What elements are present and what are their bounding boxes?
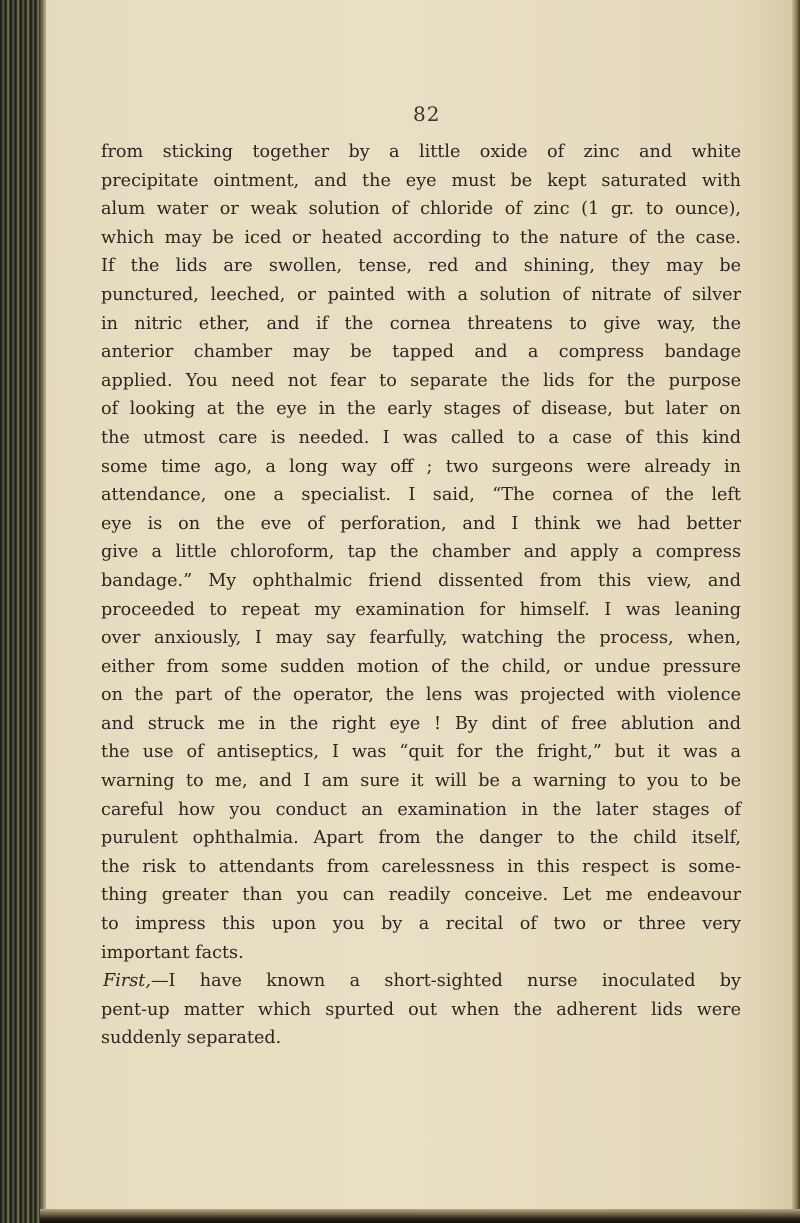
- text-line: either from some sudden motion of the child, or undue pressure: [101, 656, 741, 677]
- text-line: purulent ophthalmia. Apart from the danger to the child itself,: [101, 828, 741, 849]
- text-line: warning to me, and I am sure it will be a warning to you to be: [101, 771, 741, 792]
- first-label: First,: [103, 971, 151, 992]
- text-line: precipitate ointment, and the eye must be kept saturated with: [101, 170, 741, 191]
- first-point-line: [101, 967, 741, 996]
- text-line: give a little chloroform, tap the chamber and apply a compress: [101, 542, 741, 563]
- text-line: and struck me in the right eye ! By dint of free ablution and: [101, 713, 741, 734]
- body-text: [101, 138, 741, 1053]
- text-line: suddenly separated.: [101, 1028, 282, 1049]
- text-line: proceeded to repeat my examination for himself. I was leaning: [101, 599, 741, 620]
- text-line: on the part of the operator, the lens was projected with violence: [101, 685, 741, 706]
- text-line: the risk to attendants from carelessness in this respect is some-: [101, 856, 741, 877]
- text-line: the utmost care is needed. I was called to a case of this kind: [101, 427, 741, 448]
- text-line: of looking at the eye in the early stages of disease, but later on: [101, 399, 741, 420]
- text-line: anterior chamber may be tapped and a compress bandage: [101, 342, 741, 363]
- text-line: over anxiously, I may say fearfully, watching the process, when,: [101, 628, 741, 649]
- text-line: punctured, leeched, or painted with a solution of nitrate of silver: [101, 284, 741, 305]
- text-line: attendance, one a specialist. I said, “The cornea of the left: [101, 485, 741, 506]
- text-line: thing greater than you can readily conceive. Let me endeavour: [101, 885, 741, 906]
- text-line: to impress this upon you by a recital of two or three very: [101, 914, 741, 935]
- text-line: applied. You need not fear to separate the lids for the purpose: [101, 370, 741, 391]
- text-line: from sticking together by a little oxide of zinc and white: [101, 142, 741, 162]
- book-binding: [0, 0, 40, 1223]
- text-line: some time ago, a long way off ; two surgeons were already in: [101, 456, 741, 477]
- text-line: important facts.: [101, 942, 244, 963]
- text-line: the use of antiseptics, I was “quit for the fright,” but it was a: [101, 742, 741, 763]
- text-line: bandage.” My ophthalmic friend dissented from this view, and: [101, 570, 741, 591]
- text-line: which may be iced or heated according to the nature of the case.: [101, 227, 741, 248]
- binding-shadow: [40, 0, 46, 1223]
- page-right-edge: [792, 0, 800, 1223]
- page-bottom-edge: [40, 1209, 800, 1223]
- first-text: —I have known a short-sighted nurse inoculated by: [150, 971, 741, 992]
- text-line: pent-up matter which spurted out when the adherent lids were: [101, 999, 741, 1020]
- page-number: 82: [413, 102, 441, 126]
- text-line: If the lids are swollen, tense, red and shining, they may be: [101, 256, 741, 277]
- text-line: alum water or weak solution of chloride of zinc (1 gr. to ounce),: [101, 199, 741, 220]
- text-line: in nitric ether, and if the cornea threatens to give way, the: [101, 313, 741, 334]
- text-line: eye is on the eve of perforation, and I think we had better: [101, 513, 741, 534]
- text-line: careful how you conduct an examination in the later stages of: [101, 799, 741, 820]
